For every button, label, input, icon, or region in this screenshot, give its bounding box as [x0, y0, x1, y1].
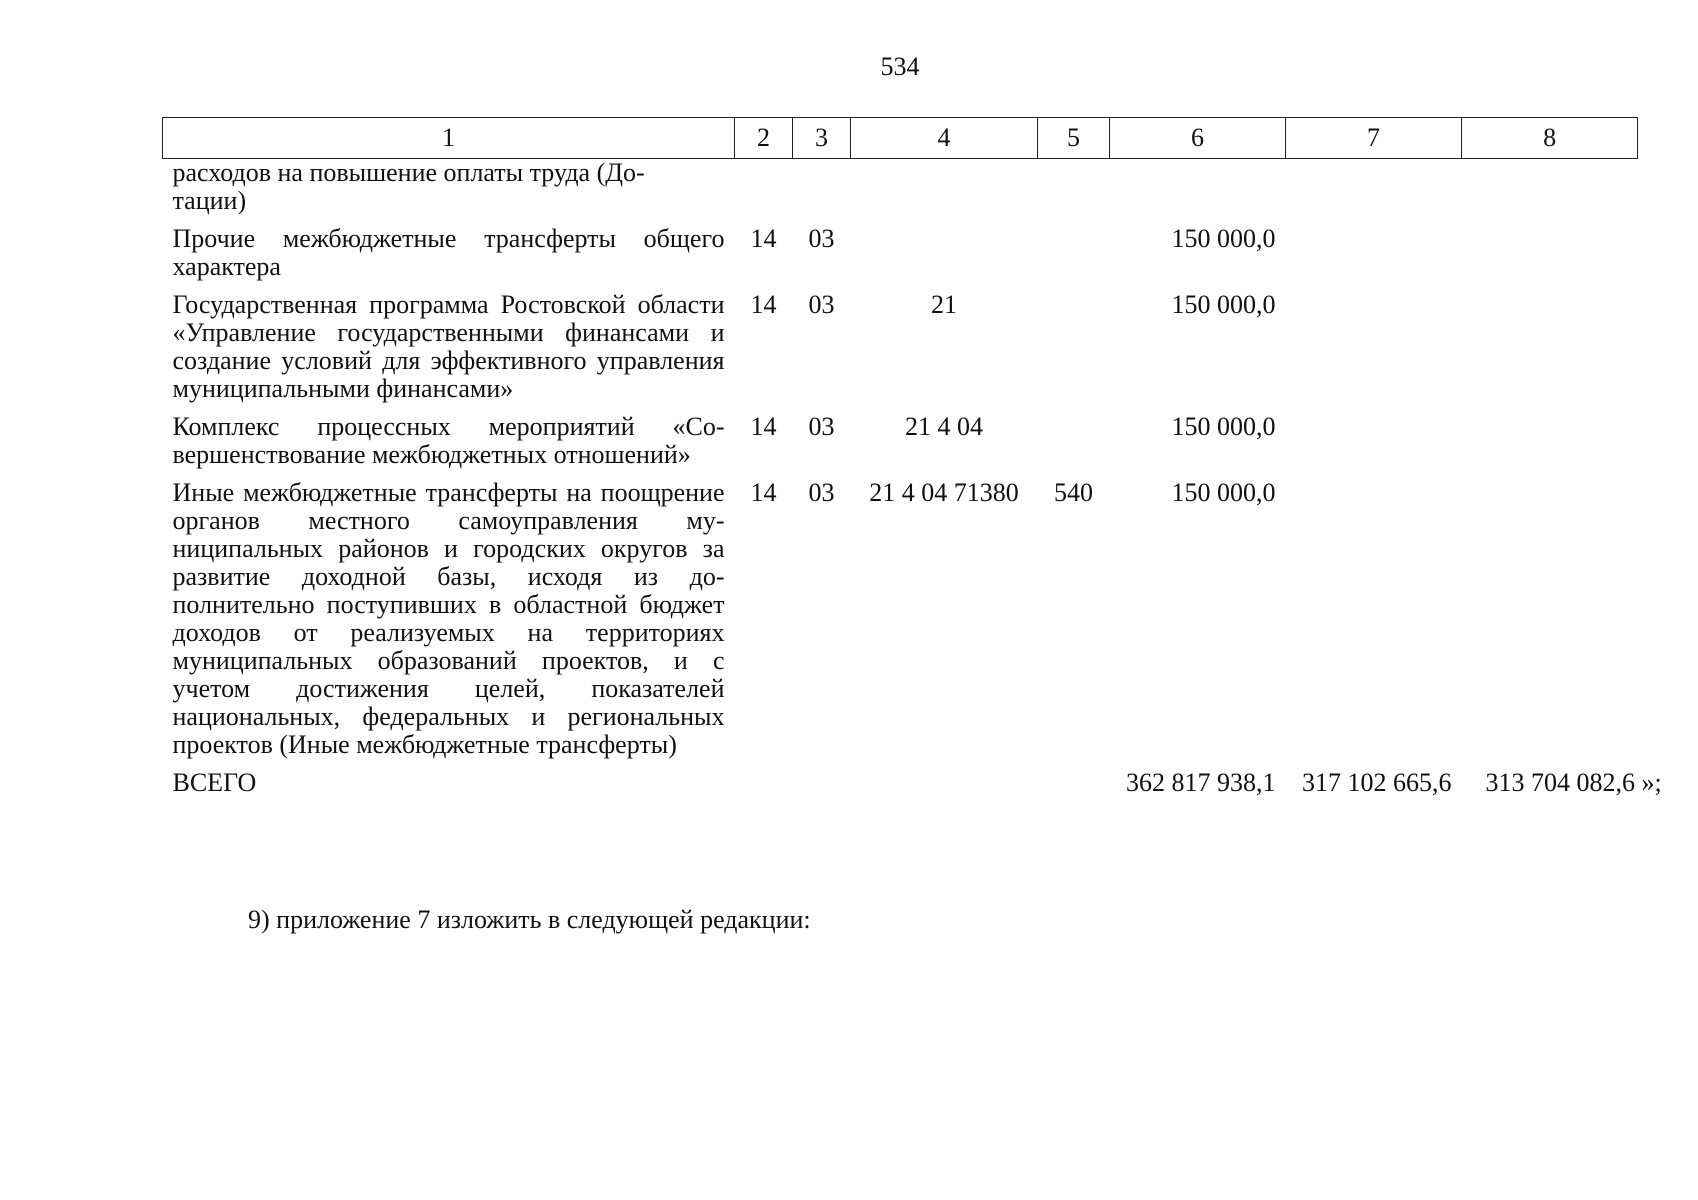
column-header-7: 7 — [1286, 118, 1462, 159]
row-cell-6: 150 000,0 — [1171, 478, 1276, 507]
row-cell-5 — [1038, 159, 1110, 226]
row-cell-2 — [735, 159, 793, 226]
row-cell-7 — [1286, 159, 1462, 226]
total-cell-7: 317 102 665,6 — [1302, 768, 1452, 797]
row-cell-7 — [1286, 291, 1462, 413]
column-header-3: 3 — [793, 118, 851, 159]
budget-table — [162, 117, 1662, 807]
row-cell-4: 21 4 04 71380 — [869, 478, 1019, 507]
row-cell-2: 14 — [750, 224, 777, 253]
footer-instruction: 9) приложение 7 изложить в следующей редакции: — [248, 905, 811, 934]
row-cell-6: 150 000,0 — [1171, 290, 1276, 319]
row-cell-8 — [1462, 413, 1638, 479]
total-cell-8-value: 313 704 082,6 »; — [1485, 768, 1662, 797]
row-cell-3: 03 — [808, 478, 835, 507]
table-header — [163, 118, 1638, 159]
row-cell-3: 03 — [808, 224, 835, 253]
header-row — [163, 118, 1638, 159]
row-cell-5 — [1038, 225, 1110, 291]
row-name-cell: Прочие межбюджетные трансферты общего характера — [172, 224, 725, 281]
row-cell-4 — [851, 159, 1038, 226]
row-cell-2: 14 — [750, 412, 777, 441]
row-cell-2: 14 — [750, 290, 777, 319]
total-cell-4 — [851, 769, 1038, 807]
row-cell-4 — [851, 225, 1038, 291]
row-cell-6 — [1110, 159, 1286, 226]
table-row — [163, 479, 1638, 769]
row-cell-7 — [1286, 225, 1462, 291]
row-cell-8 — [1462, 291, 1638, 413]
row-cell-2: 14 — [750, 478, 777, 507]
row-cell-6: 150 000,0 — [1171, 224, 1276, 253]
column-header-8: 8 — [1462, 118, 1638, 159]
row-cell-6: 150 000,0 — [1171, 412, 1276, 441]
total-cell-8 — [1462, 768, 1662, 807]
total-cell-2 — [735, 769, 793, 807]
table-row — [163, 413, 1638, 479]
total-cell-3 — [793, 769, 851, 807]
total-cell-6: 362 817 938,1 — [1126, 768, 1276, 797]
table-row — [163, 159, 1638, 226]
column-header-6: 6 — [1110, 118, 1286, 159]
row-name-cell: расходов на повышение оплаты труда (До- тации) — [172, 158, 645, 215]
row-cell-7 — [1286, 479, 1462, 769]
row-cell-3: 03 — [808, 290, 835, 319]
total-cell-5 — [1038, 769, 1110, 807]
row-cell-8 — [1462, 159, 1638, 226]
row-cell-7 — [1286, 413, 1462, 479]
row-name-cell: Государственная программа Ростовской области «Управление государственными финансами и создание условий для эффективного управления муниципальными финансами» — [172, 290, 725, 403]
row-cell-5 — [1038, 413, 1110, 479]
page-number: 534 — [880, 52, 920, 81]
row-cell-5: 540 — [1054, 478, 1093, 507]
row-name-cell: Комплекс процессных мероприятий «Совершенствование межбюджетных отношений» — [172, 412, 725, 469]
row-cell-8 — [1462, 225, 1638, 291]
row-cell-8 — [1462, 479, 1638, 769]
row-cell-3 — [793, 159, 851, 226]
total-row — [163, 769, 1638, 807]
column-header-5: 5 — [1038, 118, 1110, 159]
total-label: ВСЕГО — [172, 768, 257, 797]
column-header-4: 4 — [851, 118, 1038, 159]
row-cell-4: 21 4 04 — [905, 412, 983, 441]
row-cell-4: 21 — [931, 290, 957, 319]
row-name-cell: Иные межбюджетные трансферты на поощрение органов местного самоуправления муниципальных районов и городских округов за развитие доходной базы, исходя из дополнительно поступивших в областной бюджет доходов от реализуемых на территориях муниципальных образований проектов, и с учетом достижения целей, показателей национальных, федеральных и региональных проектов (Иные межбюджетные трансферты) — [172, 478, 725, 759]
row-cell-3: 03 — [808, 412, 835, 441]
table-row — [163, 291, 1638, 413]
column-header-2: 2 — [735, 118, 793, 159]
table-row — [163, 225, 1638, 291]
table-body — [163, 158, 1662, 808]
column-header-1: 1 — [163, 118, 735, 159]
row-cell-5 — [1038, 291, 1110, 413]
